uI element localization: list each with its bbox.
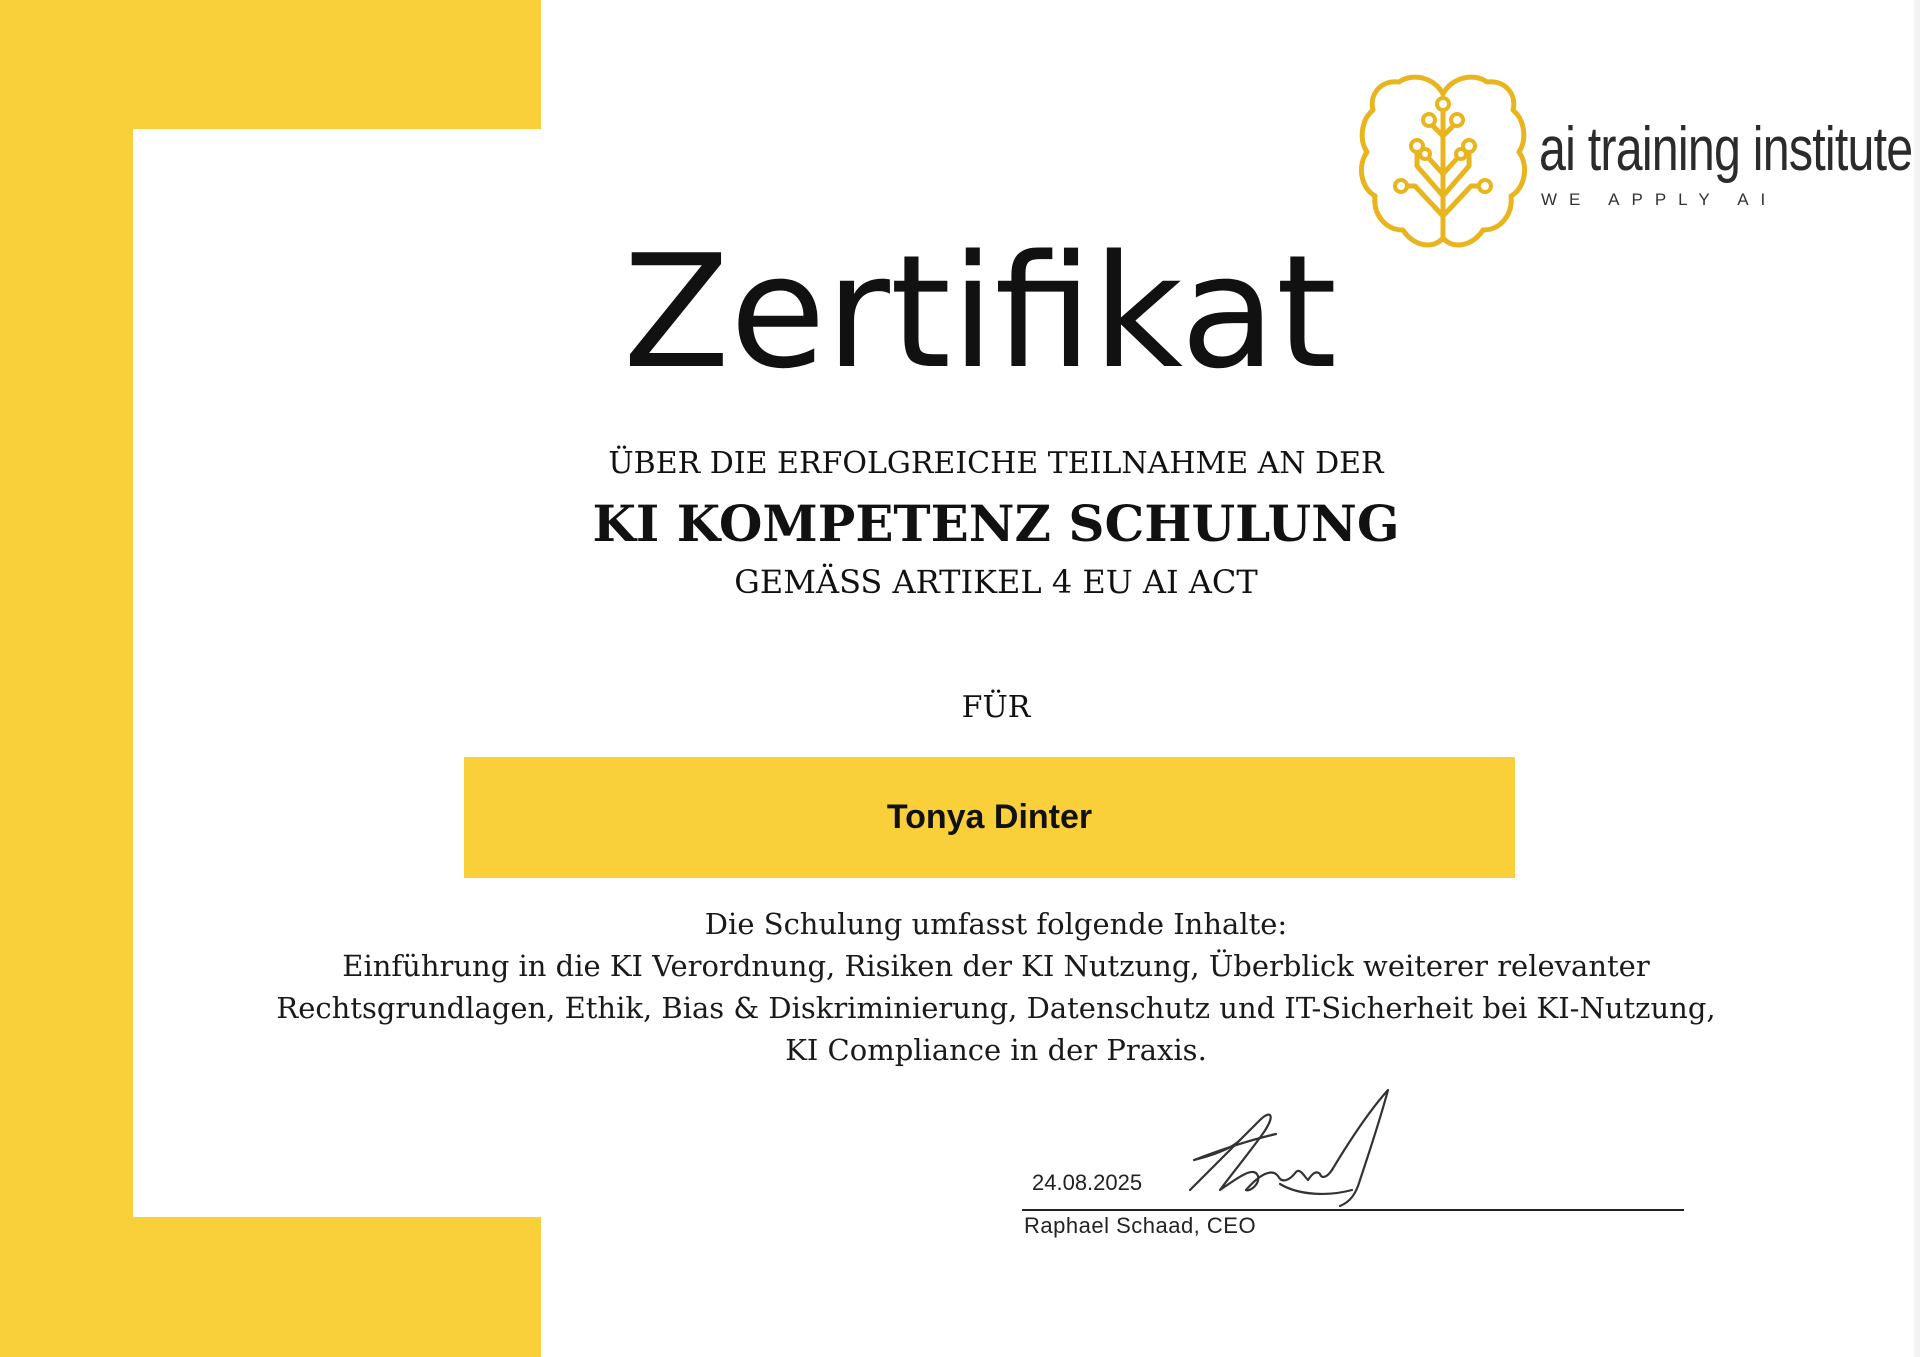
recipient-name: Tonya Dinter — [886, 798, 1093, 836]
course-contents — [0, 903, 1920, 1071]
signer-name: Raphael Schaad, CEO — [1024, 1213, 1257, 1238]
yellow-top-band — [0, 0, 541, 129]
course-name: KI KOMPETENZ SCHULUNG — [592, 494, 1400, 553]
yellow-bottom-band — [0, 1217, 541, 1357]
signature-line — [1022, 1209, 1684, 1211]
certificate-title: Zertifikat — [622, 221, 1338, 403]
subtitle-line-2: GEMÄSS ARTIKEL 4 EU AI ACT — [734, 563, 1258, 601]
subtitle-line-1: ÜBER DIE ERFOLGREICHE TEILNAHME AN DER — [608, 446, 1384, 481]
right-edge-strip — [1914, 0, 1920, 1357]
contents-line: Rechtsgrundlagen, Ethik, Bias & Diskriminierung, Datenschutz und IT-Sicherheit bei KI-Nutzung, — [276, 991, 1716, 1025]
for-label: FÜR — [961, 690, 1031, 725]
signature-date: 24.08.2025 — [1032, 1170, 1143, 1195]
handwritten-signature — [1180, 1080, 1460, 1220]
recipient-banner — [464, 757, 1515, 878]
logo-wordmark: ai training institute — [1539, 115, 1913, 184]
contents-line: Einführung in die KI Verordnung, Risiken der KI Nutzung, Überblick weiterer relevanter — [342, 949, 1650, 983]
contents-line: KI Compliance in der Praxis. — [785, 1033, 1207, 1067]
yellow-left-band — [0, 0, 133, 1357]
logo-tagline: WE APPLY AI — [1541, 190, 1778, 209]
contents-heading: Die Schulung umfasst folgende Inhalte: — [704, 907, 1288, 941]
